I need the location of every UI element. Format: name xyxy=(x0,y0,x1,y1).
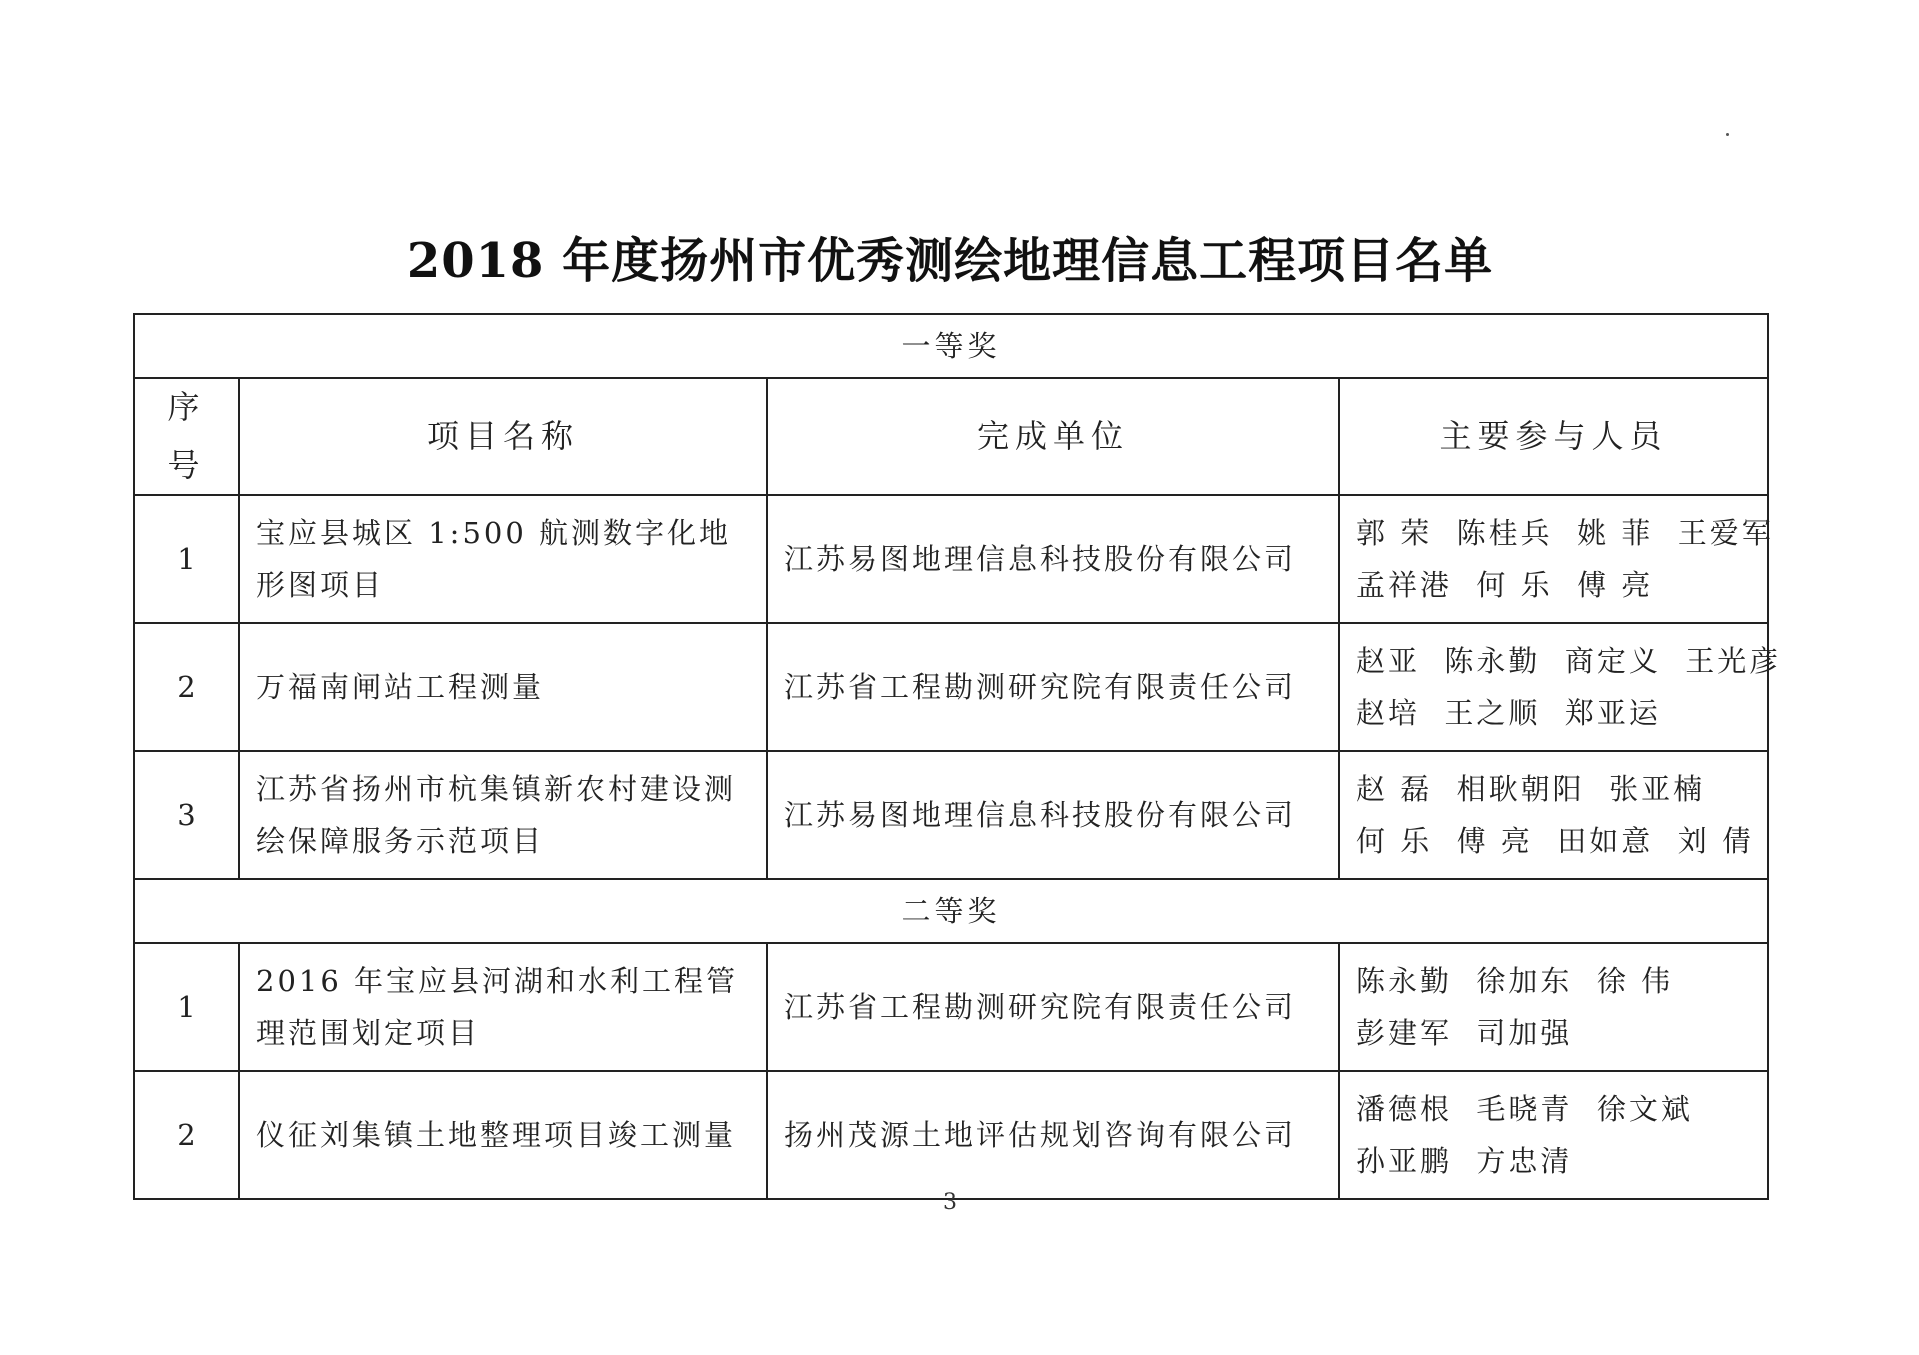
section-label-second-prize: 二等奖 xyxy=(134,879,1768,943)
people-line: 赵培 王之顺 郑亚运 xyxy=(1356,696,1661,731)
table-row xyxy=(134,495,1768,623)
row-unit: 江苏省工程勘测研究院有限责任公司 xyxy=(767,623,1339,751)
row-no: 3 xyxy=(134,751,239,879)
row-project-name: 仪征刘集镇土地整理项目竣工测量 xyxy=(239,1071,767,1199)
page-number: 3 xyxy=(943,1190,957,1215)
people-line: 彭建军 司加强 xyxy=(1356,1016,1573,1051)
row-unit: 江苏易图地理信息科技股份有限公司 xyxy=(767,751,1339,879)
row-project-name: 江苏省扬州市杭集镇新农村建设测绘保障服务示范项目 xyxy=(239,751,767,879)
people-line: 赵 磊 相耿朝阳 张亚楠 xyxy=(1356,772,1706,806)
table-row xyxy=(134,943,1768,1071)
header-unit: 完成单位 xyxy=(767,378,1339,495)
table-row xyxy=(134,751,1768,879)
row-project-name: 2016 年宝应县河湖和水利工程管理范围划定项目 xyxy=(239,943,767,1071)
header-name: 项目名称 xyxy=(239,378,767,495)
header-no: 序号 xyxy=(134,378,239,495)
people-line: 潘德根 毛晓青 徐文斌 xyxy=(1356,1092,1693,1126)
section-row xyxy=(134,879,1768,943)
people-line: 郭 荣 陈桂兵 姚 菲 王爱军 xyxy=(1356,516,1774,550)
row-unit: 扬州茂源土地评估规划咨询有限公司 xyxy=(767,1071,1339,1199)
section-row xyxy=(134,314,1768,378)
row-people xyxy=(1339,751,1768,879)
header-row xyxy=(134,378,1768,495)
row-people xyxy=(1339,1071,1768,1199)
people-line: 孟祥港 何 乐 傅 亮 xyxy=(1356,568,1654,603)
people-line: 何 乐 傅 亮 田如意 刘 倩 xyxy=(1356,824,1754,859)
row-project-name: 宝应县城区 1:500 航测数字化地形图项目 xyxy=(239,495,767,623)
page-title: 2018 年度扬州市优秀测绘地理信息工程项目名单 xyxy=(406,233,1494,289)
row-unit: 江苏易图地理信息科技股份有限公司 xyxy=(767,495,1339,623)
table-row xyxy=(134,623,1768,751)
row-no: 1 xyxy=(134,943,239,1071)
people-line: 孙亚鹏 方忠清 xyxy=(1356,1144,1573,1179)
people-line: 赵亚 陈永勤 商定义 王光彦 xyxy=(1356,644,1782,678)
row-no: 2 xyxy=(134,1071,239,1199)
row-people xyxy=(1339,623,1782,751)
people-line: 陈永勤 徐加东 徐 伟 xyxy=(1356,964,1674,998)
header-people: 主要参与人员 xyxy=(1339,378,1768,495)
row-unit: 江苏省工程勘测研究院有限责任公司 xyxy=(767,943,1339,1071)
row-no: 2 xyxy=(134,623,239,751)
row-people xyxy=(1339,495,1774,623)
row-people xyxy=(1339,943,1768,1071)
row-project-name: 万福南闸站工程测量 xyxy=(239,623,767,751)
table-row xyxy=(134,1071,1768,1199)
scan-speck xyxy=(1726,133,1729,136)
section-label-first-prize: 一等奖 xyxy=(134,314,1768,378)
award-table xyxy=(133,313,1782,1200)
row-no: 1 xyxy=(134,495,239,623)
